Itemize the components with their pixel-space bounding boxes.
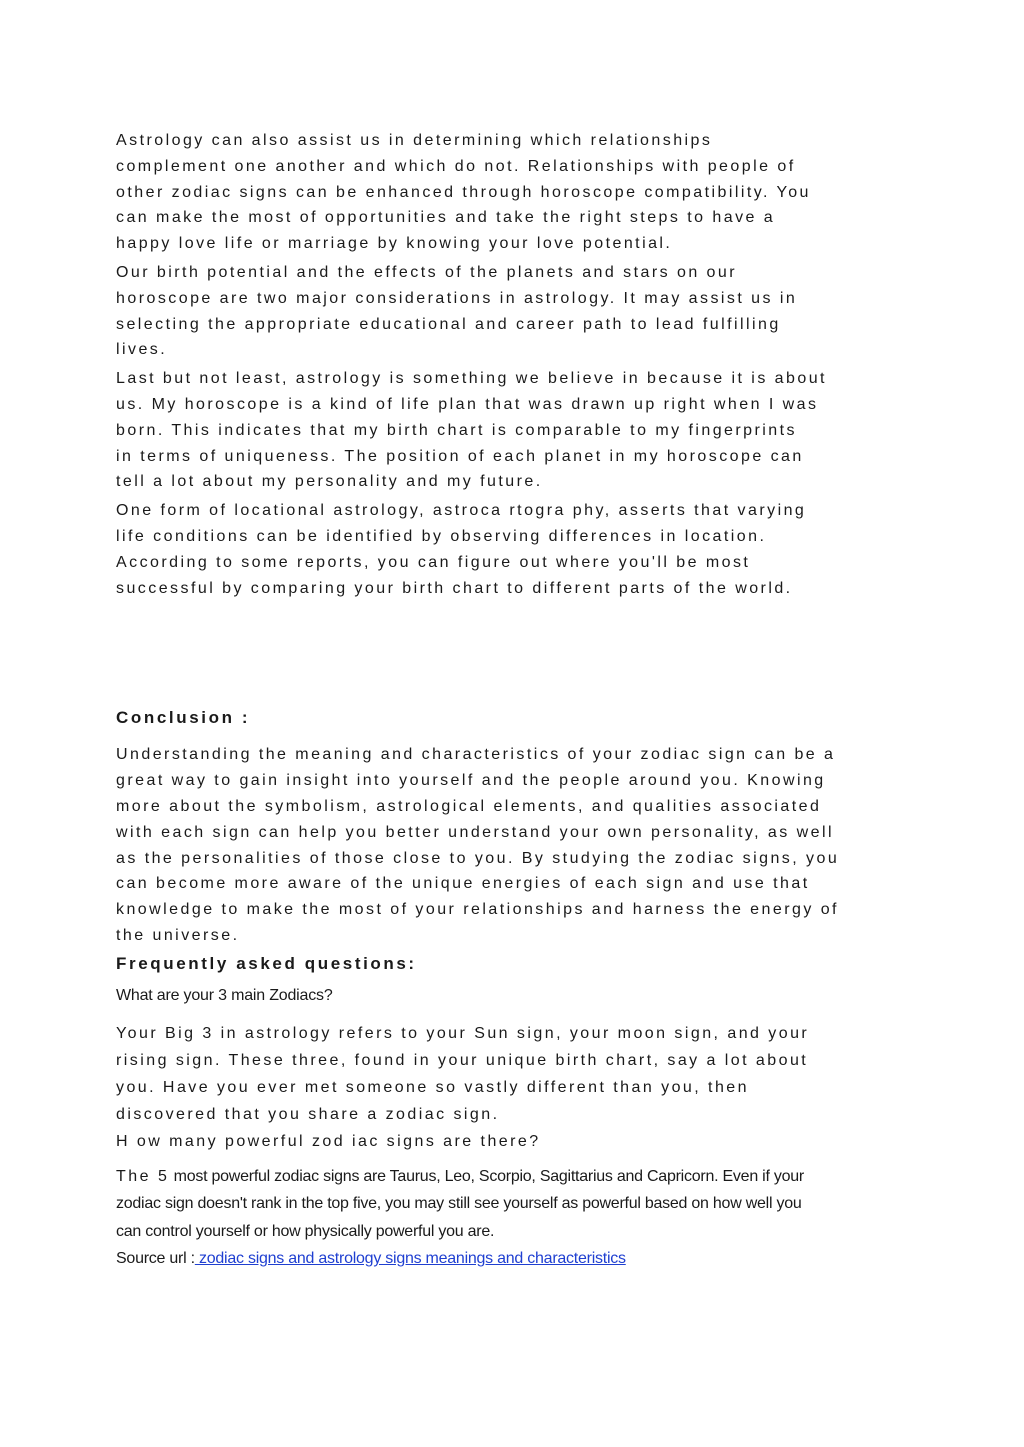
faq-answer-1: Your Big 3 in astrology refers to your Sun sign, your moon sign, and your rising sign. These three, found in your unique birth chart, say a lot about you. Have you ever met someone so vastly different than you, then discovered that you share a zodiac sign. H ow many powerful zod iac signs are there? [116,1020,916,1155]
paragraph-birth-potential: Our birth potential and the effects of the planets and stars on our horoscope are two major considerations in astrology. It may assist us in selecting the appropriate educational and career path to lead fulfilling lives. [116,263,798,359]
answer-2-prefix: The 5 [116,1167,170,1185]
document-page [116,128,916,1272]
source-line [116,1245,916,1272]
section-gap [116,604,916,706]
faq-question-2: H ow many powerful zod iac signs are there? [116,1132,541,1150]
paragraph-locational-astrology: One form of locational astrology, astroca rtogra phy, asserts that varying life conditions can be identified by observing differences in location. According to some reports, you can figure out where you'll be most successful by comparing your birth chart to different parts of the world. [116,502,807,597]
conclusion-paragraph: Understanding the meaning and characteristics of your zodiac sign can be a great way to gain insight into yourself and the people around you. Knowing more about the symbolism, astrological elements, and qualities associated with each sign can help you better understand your own personality, as well as the personalities of those close to you. By studying the zodiac signs, you can become more aware of the unique energies of each sign and use that knowledge to make the most of your relationships and harness the energy of the universe. [116,746,840,944]
source-link[interactable]: zodiac signs and astrology signs meanings and characteristics [194,1250,626,1268]
faq-question-1: What are your 3 main Zodiacs? [116,986,333,1004]
source-label: Source url : [116,1250,195,1268]
paragraph-last-but-not-least: Last but not least, astrology is something we believe in because it is about us. My horoscope is a kind of life plan that was drawn up right when I was born. This indicates that my birth chart is comparable to my fingerprints in terms of uniqueness. The position of each planet in my horoscope can tell a lot about my personality and my future. [116,370,827,491]
conclusion-heading: Conclusion : [116,708,251,728]
paragraph-relationships: Astrology can also assist us in determining which relationships complement one another and which do not. Relationships with people of other zodiac signs can be enhanced through horoscope compatibility. You can make the most of opportunities and take the right steps to have a happy love life or marriage by knowing your love potential. [116,132,811,253]
faq-answer-2: The 5 most powerful zodiac signs are Taurus, Leo, Scorpio, Sagittarius and Capricorn. Even if your zodiac sign doesn't rank in the top five, you may still see yourself as powerful based on how well you can control yourself or how physically powerful you are. [116,1167,804,1240]
faq-heading: Frequently asked questions: [116,953,417,973]
